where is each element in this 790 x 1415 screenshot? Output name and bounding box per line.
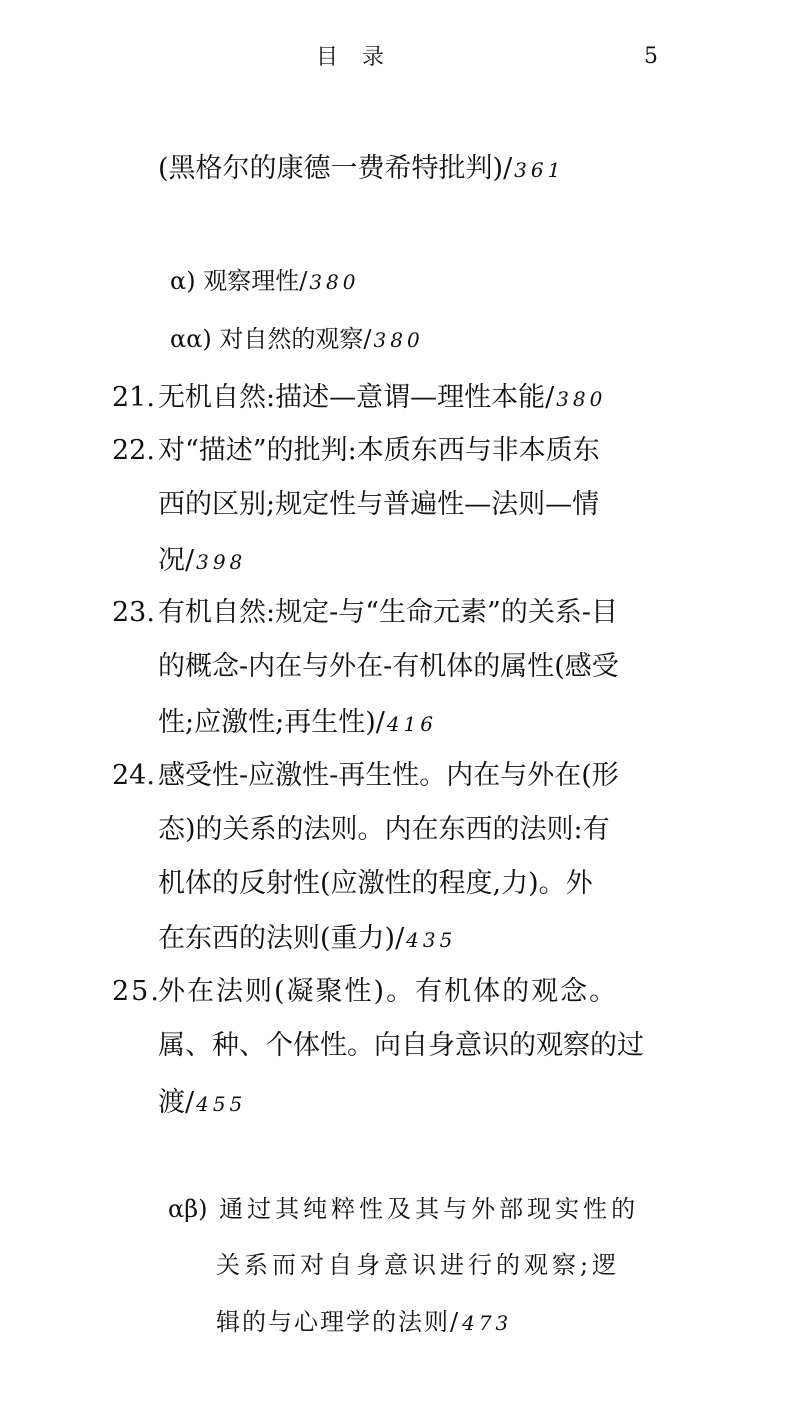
entry-text: 有机自然:规定-与“生命元素”的关系-目 [158,597,618,628]
toc-entry-line [112,759,619,793]
toc-entry [170,264,360,299]
entry-text: 关系而对自身意识进行的观察;逻 [216,1251,621,1279]
header-title: 目录 [316,45,409,70]
entry-text: 无机自然:描述—意谓—理性本能/ [158,382,555,413]
entry-label: α) [170,267,196,295]
toc-entry-line [158,922,456,957]
toc-entry [112,381,606,416]
entry-text: 对“描述”的批判:本质东西与非本质东 [158,435,600,466]
entry-text: 态)的关系的法则。内在东西的法则:有 [158,814,610,845]
toc-entry-line [168,1192,639,1226]
toc-entry [158,152,564,187]
entry-text: 的概念-内在与外在-有机体的属性(感受 [158,651,619,682]
entry-text: (黑格尔的康德一费希特批判)/ [158,153,513,184]
page-ref: 416 [386,712,438,736]
toc-entry-line [158,706,437,741]
entry-number: 23. [112,597,155,628]
entry-number: 21. [112,382,155,413]
page-ref: 380 [556,387,607,411]
toc-entry-line [158,867,593,901]
entry-text: 况/ [158,545,195,576]
entry-label: αα) [170,325,212,353]
toc-entry-line [158,1029,644,1063]
entry-text: 渡/ [158,1087,195,1118]
toc-entry-line [158,813,610,847]
entry-text: 西的区别;规定性与普遍性—法则—情 [158,489,600,520]
toc-entry-line [158,544,246,579]
entry-text: 属、种、个体性。向自身意识的观察的过 [158,1030,644,1061]
toc-entry-line [158,488,599,522]
toc-entry-line [112,596,618,630]
entry-number: 25. [112,976,161,1007]
toc-entry-line [216,1248,620,1282]
toc-entry-line [216,1305,512,1340]
page-ref: 380 [373,328,424,352]
page-ref: 380 [309,270,360,294]
entry-number: 24. [112,760,155,791]
entry-text: 通过其纯粹性及其与外部现实性的 [219,1195,640,1223]
page-ref: 361 [514,158,565,182]
entry-text: 辑的与心理学的法则/ [216,1308,461,1336]
toc-entry-line [112,434,600,468]
toc-entry-line [158,1086,246,1121]
page-ref: 398 [196,550,247,574]
toc-entry-line [112,975,618,1009]
toc-entry [170,322,424,357]
toc-entry-line [158,650,619,684]
entry-text: 在东西的法则(重力)/ [158,923,405,954]
entry-text: 外在法则(凝聚性)。有机体的观念。 [158,976,619,1007]
entry-label: αβ) [168,1195,208,1223]
entry-number: 22. [112,435,155,466]
entry-text: 机体的反射性(应激性的程度,力)。外 [158,868,593,899]
page-ref: 455 [196,1092,247,1116]
page-ref: 435 [406,928,457,952]
entry-text: 性;应激性;再生性)/ [158,707,385,738]
page-ref: 473 [462,1311,513,1335]
entry-text: 观察理性/ [203,267,308,295]
entry-text: 感受性-应激性-再生性。内在与外在(形 [158,760,619,791]
page-number: 5 [644,44,658,69]
entry-text: 对自然的观察/ [219,325,372,353]
